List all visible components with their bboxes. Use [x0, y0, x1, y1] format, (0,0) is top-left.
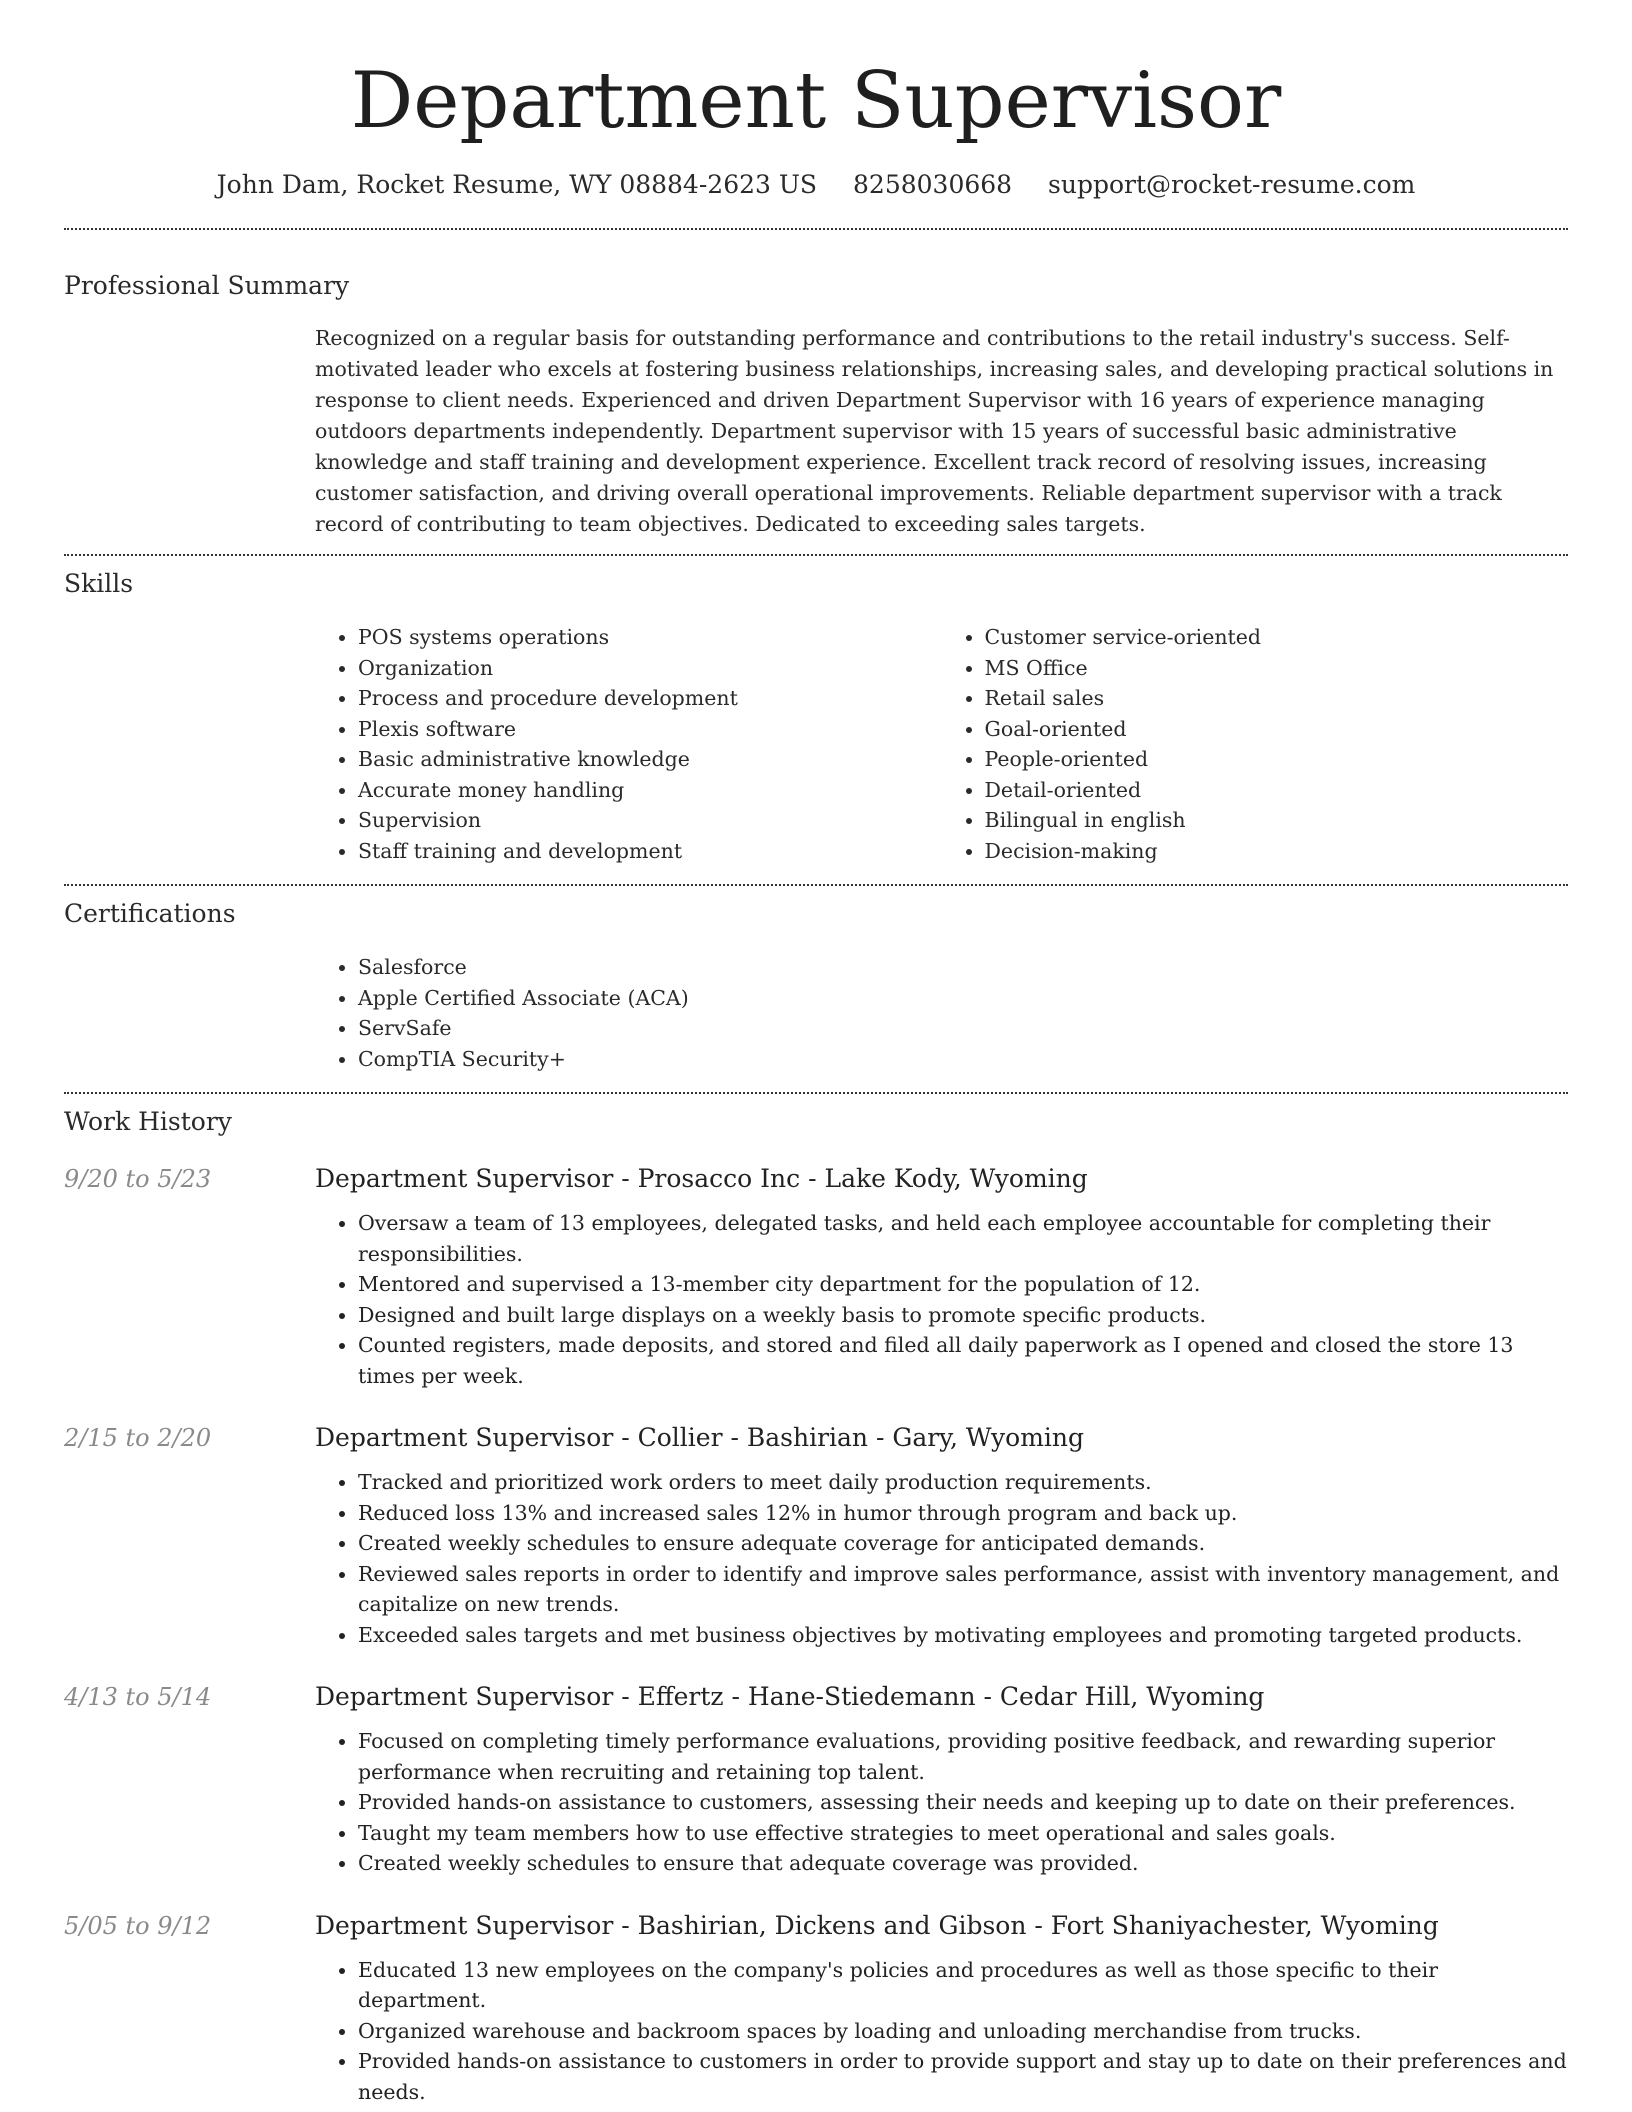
contact-address: John Dam, Rocket Resume, WY 08884-2623 US [216, 170, 818, 199]
skill-item: • People-oriented [985, 744, 1569, 775]
resume-title: Department Supervisor [350, 56, 1282, 146]
job-bullet: • Oversaw a team of 13 employees, delegated tasks, and held each employee accountable for completing their responsibilities. [358, 1208, 1568, 1269]
job-bullets [315, 1208, 1568, 1391]
skill-item: • Detail-oriented [985, 775, 1569, 806]
skill-item: • POS systems operations [358, 622, 942, 653]
skill-item: • Staff training and development [358, 836, 942, 867]
skill-item: • Goal-oriented [985, 714, 1569, 745]
job-bullet: • Created weekly schedules to ensure that adequate coverage was provided. [358, 1848, 1568, 1879]
skill-item: • Basic administrative knowledge [358, 744, 942, 775]
contact-email: support@rocket-resume.com [1048, 170, 1416, 199]
certifications-heading: Certifications [64, 899, 236, 928]
certification-item: • Apple Certified Associate (ACA) [358, 983, 1568, 1014]
job-dates: 2/15 to 2/20 [64, 1424, 212, 1452]
job-bullets [315, 1955, 1568, 2108]
job-bullet: • Designed and built large displays on a weekly basis to promote specific products. [358, 1300, 1568, 1331]
job-title: Department Supervisor - Collier - Bashirian - Gary, Wyoming [315, 1423, 1085, 1452]
certification-item: • ServSafe [358, 1013, 1568, 1044]
job-title: Department Supervisor - Effertz - Hane-Stiedemann - Cedar Hill, Wyoming [315, 1682, 1265, 1711]
job-body [315, 1909, 1568, 2108]
skill-item: • Process and procedure development [358, 683, 942, 714]
job-bullet: • Educated 13 new employees on the company's policies and procedures as well as those specific to their department. [358, 1955, 1568, 2016]
job-dates: 5/05 to 9/12 [64, 1911, 212, 1940]
job-bullet: • Tracked and prioritized work orders to meet daily production requirements. [358, 1467, 1568, 1498]
skill-item: • MS Office [985, 653, 1569, 684]
job-title: Department Supervisor - Prosacco Inc - Lake Kody, Wyoming [315, 1164, 1088, 1193]
job-bullet: • Provided hands-on assistance to customers, assessing their needs and keeping up to date on their preferences. [358, 1787, 1568, 1818]
skill-item: • Plexis software [358, 714, 942, 745]
job-entry [64, 1421, 1568, 1650]
job-bullet: • Created weekly schedules to ensure adequate coverage for anticipated demands. [358, 1528, 1568, 1559]
job-dates: 9/20 to 5/23 [64, 1165, 212, 1193]
contact-line [64, 168, 1568, 202]
job-bullet: • Reduced loss 13% and increased sales 12% in humor through program and back up. [358, 1498, 1568, 1529]
skills-heading: Skills [64, 569, 134, 598]
job-bullet: • Focused on completing timely performance evaluations, providing positive feedback, and rewarding superior performance when recruiting and retaining top talent. [358, 1726, 1568, 1787]
skill-item: • Supervision [358, 805, 942, 836]
job-entry [64, 1162, 1568, 1391]
certification-item: • CompTIA Security+ [358, 1044, 1568, 1075]
skill-item: • Decision-making [985, 836, 1569, 867]
skills-section [64, 556, 1568, 866]
job-body [315, 1421, 1568, 1650]
skills-list-right [942, 622, 1569, 866]
job-bullet: • Provided hands-on assistance to customers in order to provide support and stay up to date on their preferences and needs. [358, 2046, 1568, 2107]
skill-item: • Organization [358, 653, 942, 684]
certifications-content [315, 952, 1568, 1074]
job-entry [64, 1680, 1568, 1879]
resume-page [64, 0, 1568, 2107]
work-heading: Work History [64, 1107, 232, 1136]
job-bullet: • Counted registers, made deposits, and stored and filed all daily paperwork as I opened and closed the store 13 times per week. [358, 1330, 1568, 1391]
certifications-section [64, 886, 1568, 1074]
skills-content [315, 622, 1568, 866]
job-bullet: • Taught my team members how to use effective strategies to meet operational and sales goals. [358, 1818, 1568, 1849]
job-bullets [315, 1726, 1568, 1879]
skill-item: • Accurate money handling [358, 775, 942, 806]
certifications-list [315, 952, 1568, 1074]
job-bullet: • Exceeded sales targets and met business objectives by motivating employees and promoting targeted products. [358, 1620, 1568, 1651]
job-entry [64, 1909, 1568, 2108]
summary-heading: Professional Summary [64, 271, 350, 300]
skill-item: • Retail sales [985, 683, 1569, 714]
summary-section [64, 230, 1568, 540]
skills-list-left [315, 622, 942, 866]
job-body [315, 1680, 1568, 1879]
skill-item: • Customer service-oriented [985, 622, 1569, 653]
summary-text: Recognized on a regular basis for outstanding performance and contributions to the retail industry's success. Self-motivated leader who excels at fostering business relationships, increasing sales, and developing practical solutions in response to client needs. Experienced and driven Department Supervisor with 16 years of experience managing outdoors departments independently. Department supervisor with 15 years of successful basic administrative knowledge and staff training and development experience. Excellent track record of resolving issues, increasing customer satisfaction, and driving overall operational improvements. Reliable department supervisor with a track record of contributing to team objectives. Dedicated to exceeding sales targets. [315, 326, 1554, 536]
job-bullet: • Mentored and supervised a 13-member city department for the population of 12. [358, 1269, 1568, 1300]
skill-item: • Bilingual in english [985, 805, 1569, 836]
certification-item: • Salesforce [358, 952, 1568, 983]
job-dates: 4/13 to 5/14 [64, 1683, 212, 1711]
job-bullets [315, 1467, 1568, 1650]
work-section [64, 1094, 1568, 2107]
summary-content [315, 323, 1568, 540]
job-title: Department Supervisor - Bashirian, Dickens and Gibson - Fort Shaniyachester, Wyoming [315, 1910, 1439, 1940]
job-body [315, 1162, 1568, 1391]
job-bullet: • Organized warehouse and backroom spaces by loading and unloading merchandise from trucks. [358, 2016, 1568, 2047]
contact-phone: 8258030668 [853, 170, 1013, 199]
job-bullet: • Reviewed sales reports in order to identify and improve sales performance, assist with inventory management, and capitalize on new trends. [358, 1559, 1568, 1620]
